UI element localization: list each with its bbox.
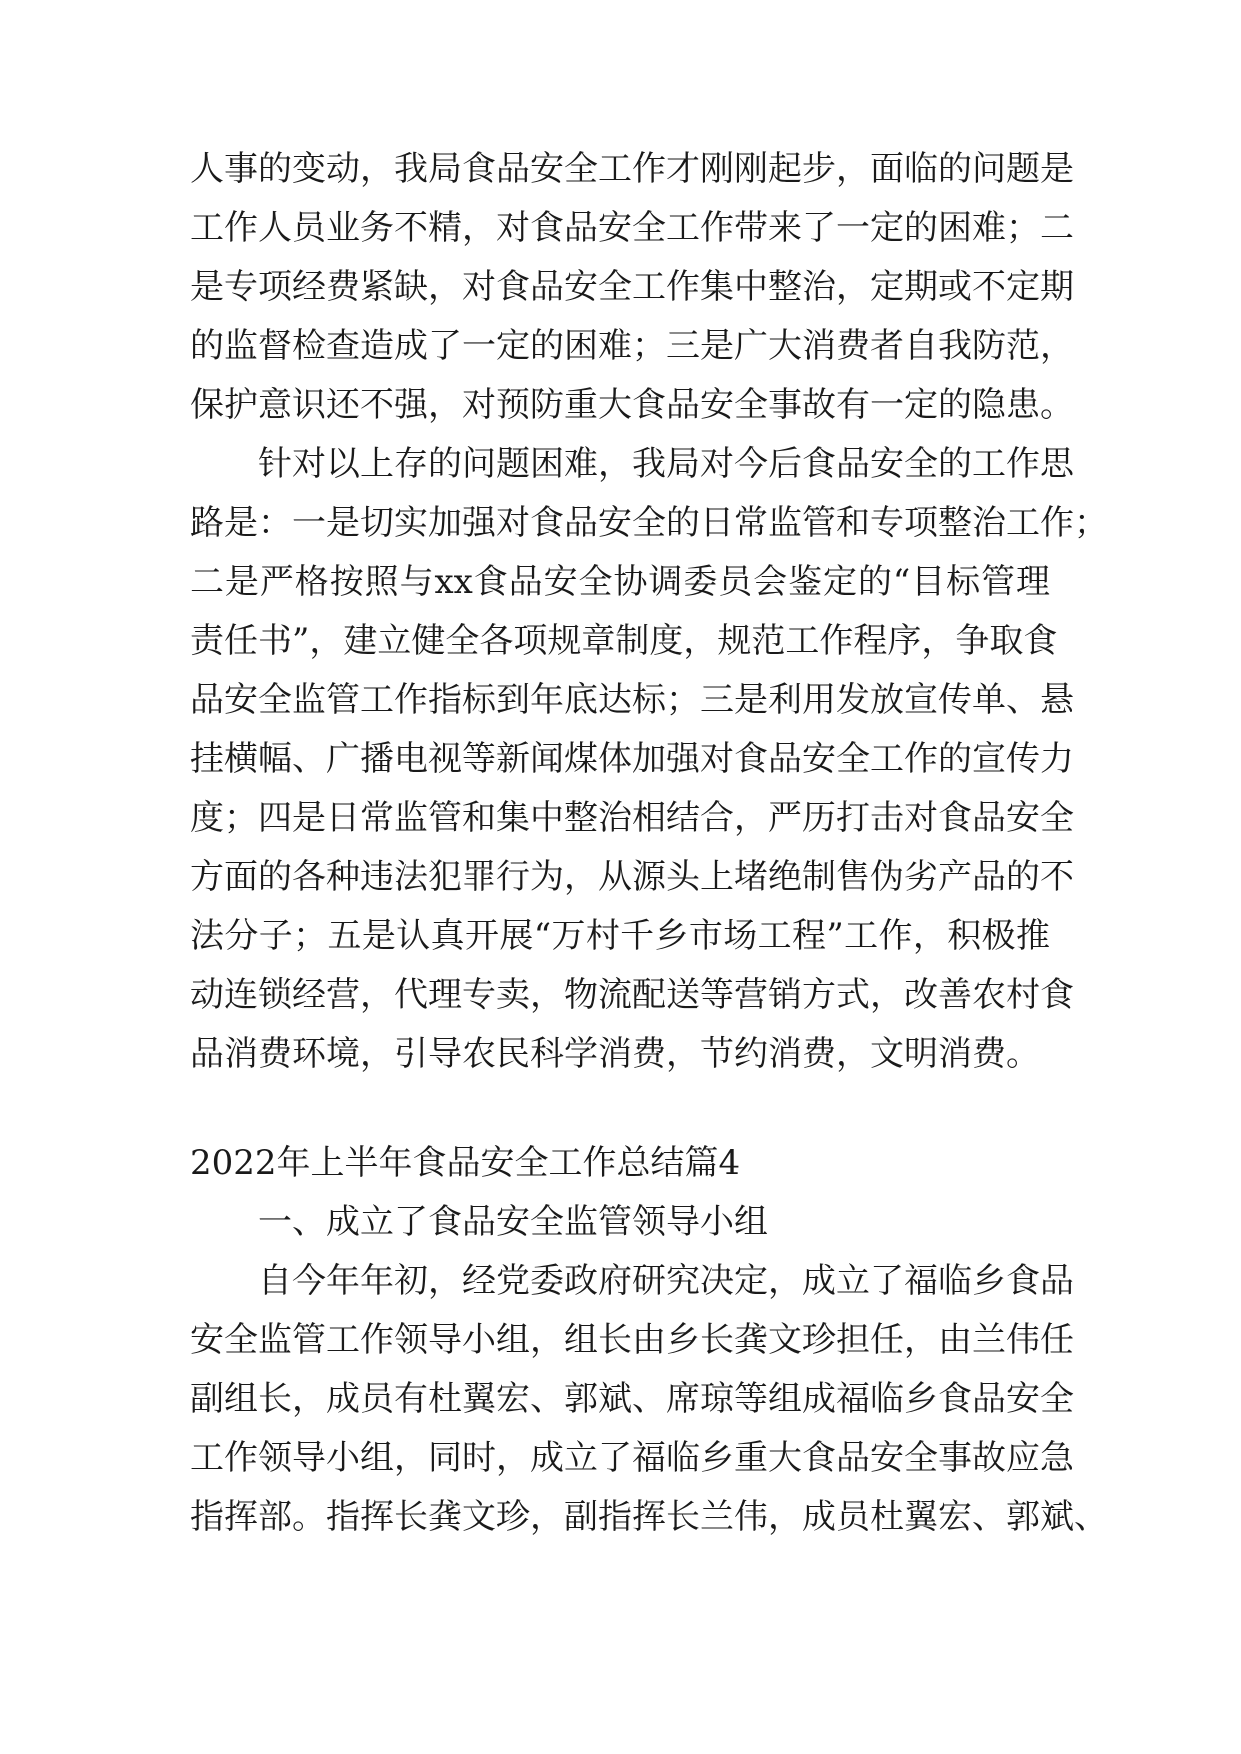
paragraph-line: 挂横幅、广播电视等新闻煤体加强对食品安全工作的宣传力 [190, 739, 1074, 779]
paragraph-line: 路是：一是切实加强对食品安全的日常监管和专项整治工作； [190, 503, 1108, 543]
paragraph-line: 保护意识还不强，对预防重大食品安全事故有一定的隐患。 [190, 385, 1074, 425]
subheading: 一、成立了食品安全监管领导小组 [258, 1202, 768, 1242]
paragraph-line: 人事的变动，我局食品安全工作才刚刚起步，面临的问题是 [190, 149, 1074, 189]
paragraph-line: 度；四是日常监管和集中整治相结合，严历打击对食品安全 [190, 798, 1074, 838]
paragraph-line: 指挥部。指挥长龚文珍，副指挥长兰伟，成员杜翼宏、郭斌、 [190, 1497, 1108, 1537]
paragraph-line: 二是严格按照与xx食品安全协调委员会鉴定的“目标管理 [190, 562, 1050, 602]
paragraph-line: 副组长，成员有杜翼宏、郭斌、席琼等组成福临乡食品安全 [190, 1379, 1074, 1419]
paragraph-line: 品安全监管工作指标到年底达标；三是利用发放宣传单、悬 [190, 680, 1074, 720]
paragraph-line: 责任书”，建立健全各项规章制度，规范工作程序，争取食 [190, 621, 1058, 661]
paragraph-line: 安全监管工作领导小组，组长由乡长龚文珍担任，由兰伟任 [190, 1320, 1074, 1360]
paragraph-line: 自今年年初，经党委政府研究决定，成立了福临乡食品 [258, 1261, 1074, 1301]
paragraph-line: 法分子；五是认真开展“万村千乡市场工程”工作，积极推 [190, 916, 1050, 956]
paragraph-line: 的监督检查造成了一定的困难；三是广大消费者自我防范， [190, 326, 1074, 366]
paragraph-line: 品消费环境，引导农民科学消费，节约消费，文明消费。 [190, 1034, 1040, 1074]
paragraph-line: 针对以上存的问题困难，我局对今后食品安全的工作思 [258, 444, 1074, 484]
paragraph-line: 工作领导小组，同时，成立了福临乡重大食品安全事故应急 [190, 1438, 1074, 1478]
section-heading: 2022年上半年食品安全工作总结篇4 [190, 1143, 741, 1183]
paragraph-line: 动连锁经营，代理专卖，物流配送等营销方式，改善农村食 [190, 975, 1074, 1015]
paragraph-line: 工作人员业务不精，对食品安全工作带来了一定的困难；二 [190, 208, 1074, 248]
paragraph-1 [190, 140, 1074, 435]
paragraph-2 [190, 435, 1108, 1084]
paragraph-line: 是专项经费紧缺，对食品安全工作集中整治，定期或不定期 [190, 267, 1074, 307]
paragraph-line: 方面的各种违法犯罪行为，从源头上堵绝制售伪劣产品的不 [190, 857, 1074, 897]
paragraph-3 [190, 1252, 1108, 1547]
